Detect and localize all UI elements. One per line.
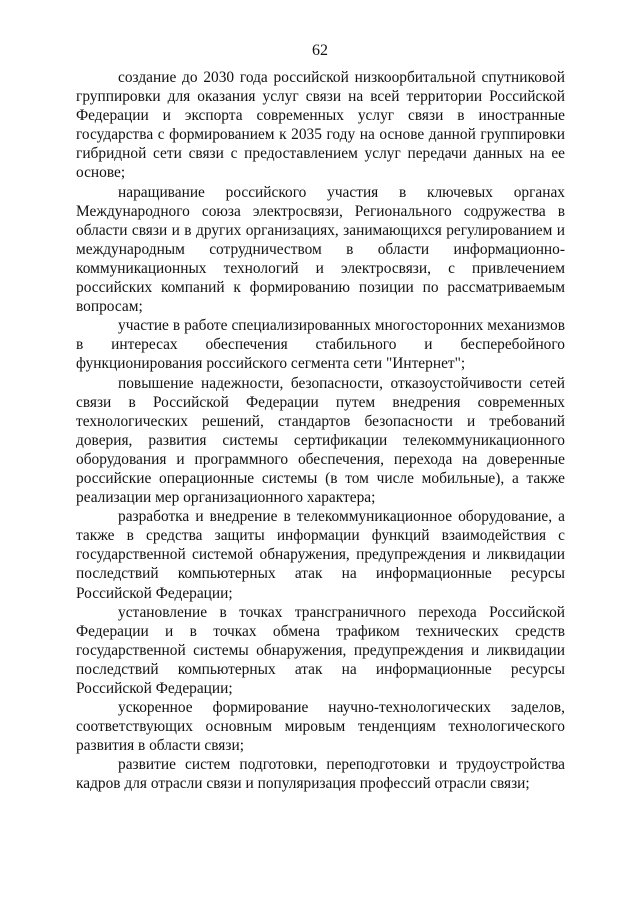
paragraph-multilateral-mechanisms: участие в работе специализированных многосторонних механизмов в интересах обеспечения стабильного и бесперебойного функционирования российского сегмента сети "Интернет";	[76, 317, 565, 373]
page-number: 62	[312, 42, 328, 59]
paragraph-satellite-constellation: создание до 2030 года российской низкоорбитальной спутниковой группировки для оказания услуг связи на всей территории Российской Федерации и экспорта современных услуг связи в иностранные государства с формированием к 2035 году на основе данной группировки гибридной сети связи с предоставлением услуг передачи данных на ее основе;	[76, 69, 565, 182]
paragraph-international-participation: наращивание российского участия в ключевых органах Международного союза электросвязи, Регионального содружества в области связи и в других организациях, занимающихся регулированием и международным сотрудничеством в области информационно-коммуникационных технологий и электросвязи, с привлечением российских компаний к формированию позиции по рассматриваемым вопросам;	[76, 183, 565, 316]
paragraph-network-reliability: повышение надежности, безопасности, отказоустойчивости сетей связи в Российской Федерации путем внедрения современных технологических решений, стандартов безопасности и требований доверия, развития системы сертификации телекоммуникационного оборудования и программного обеспечения, перехода на доверенные российские операционные системы (в том числе мобильные), а также реализации мер организационного характера;	[76, 374, 565, 507]
paragraph-equipment-integration: разработка и внедрение в телекоммуникационное оборудование, а также в средства защиты информации функций взаимодействия с государственной системой обнаружения, предупреждения и ликвидации последствий компьютерных атак на информационные ресурсы Российской Федерации;	[76, 508, 565, 602]
document-body	[76, 68, 565, 794]
paragraph-personnel-training: развитие систем подготовки, переподготовки и трудоустройства кадров для отрасли связи и популяризация профессий отрасли связи;	[76, 756, 565, 793]
paragraph-scientific-groundwork: ускоренное формирование научно-технологических заделов, соответствующих основным мировым тенденциям технологического развития в области связи;	[76, 699, 565, 755]
paragraph-border-crossing-points: установление в точках трансграничного перехода Российской Федерации и в точках обмена трафиком технических средств государственной системы обнаружения, предупреждения и ликвидации последствий компьютерных атак на информационные ресурсы Российской Федерации;	[76, 603, 565, 697]
